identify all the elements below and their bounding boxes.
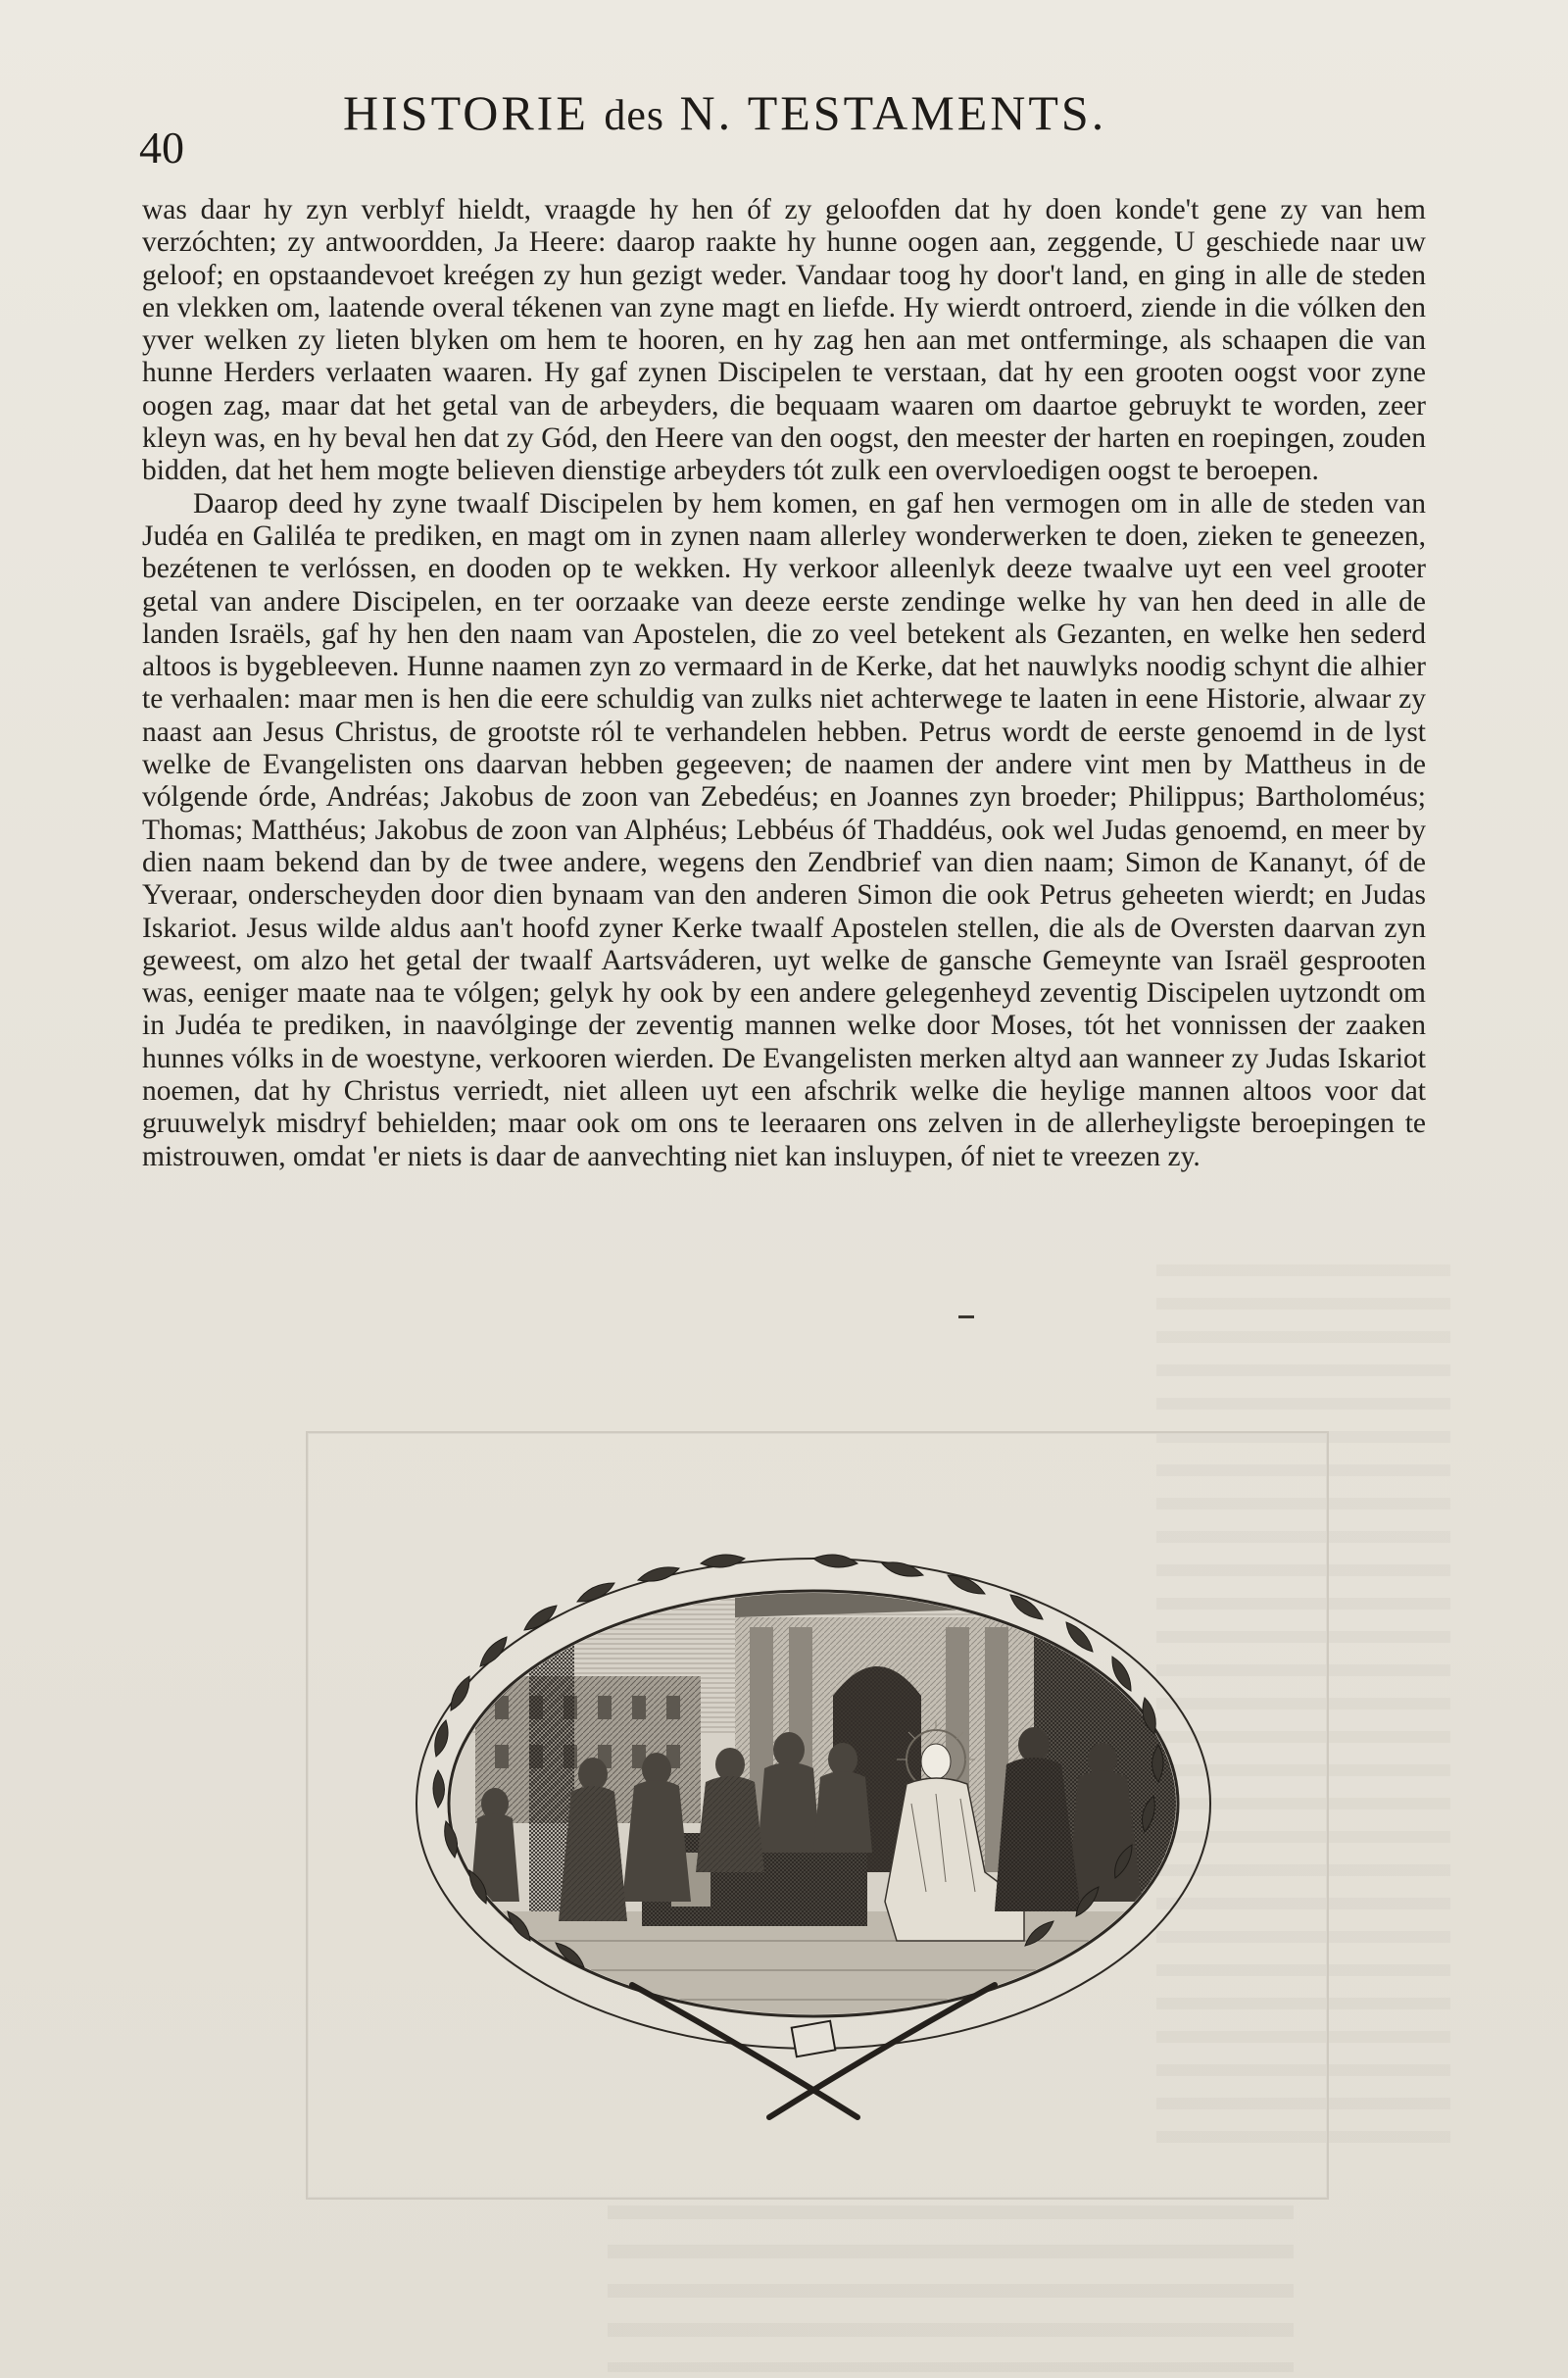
running-head — [343, 84, 1225, 141]
running-head-rest: N. TESTAMENTS. — [679, 85, 1107, 140]
engraving-icon — [348, 1480, 1279, 2147]
paragraph-2: Daarop deed hy zyne twaalf Discipelen by hem komen, en gaf hen vermogen om in alle de steden van Judéa en Galiléa te prediken, en magt om in zynen naam allerley wonderwerken te doen, zieken te geneezen, bezétenen te verlóssen, en dooden op te wekken. Hy verkoor alleenlyk deeze twaalve uyt een veel grooter getal van andere Discipelen, en ter oorzaake van deeze eerste zendinge welke hy van hen deed in alle de landen Israëls, gaf hy hen den naam van Apostelen, die zo veel betekent als Gezanten, en welke hen sederd altoos is bygebleeven. Hunne naamen zyn zo vermaard in de Kerke, dat het nauwlyks noodig schynt die alhier te verhaalen: maar men is hen die eere schuldig van zulks niet achterwege te laaten in eene Historie, alwaar zy naast aan Jesus Christus, de grootste ról te verhandelen hebben. Petrus wordt de eerste genoemd in de lyst welke de Evangelisten ons daarvan hebben gegeeven; de naamen der andere vint men by Mattheus in de vólgende órde, Andréas; Jakobus de zoon van Zebedéus; en Joannes zyn broeder; Philippus; Bartholoméus; Thomas; Matthéus; Jakobus de zoon van Alphéus; Lebbéus óf Thaddéus, ook wel Judas genoemd, en meer by dien naam bekend dan by de twee andere, wegens den Zendbrief van dien naam; Simon de Kananyt, óf de Yveraar, onderscheyden door dien bynaam van den anderen Simon die ook Petrus geheeten wierdt; en Judas Iskariot. Jesus wilde aldus aan't hoofd zyner Kerke twaalf Apostelen stellen, die als de Oversten daarvan zyn geweest, om alzo het getal der twaalf Aartsváderen, uyt welke de gansche Gemeynte van Israël gesprooten was, eeniger maate naa te vólgen; gelyk hy ook by een andere gelegenheyd zeventig Discipelen uytzondt om in Judéa te prediken, in naavólginge der zeventig mannen welke door Moses, tót het vonnissen der zaaken hunnes vólks in de woestyne, verkooren wierden. De Evangelisten merken altyd aan wanneer zy Judas Iskariot noemen, dat hy Christus verriedt, niet alleen uyt een afschrik welke die heylige mannen altoos voor dat gruuwelyk misdryf behielden; maar ook om ons te leeraaren ons zelven in de allerheyligste beroepingen te mistrouwen, omdat 'er niets is daar de aanvechting niet kan insluypen, óf niet te vreezen zy. — [142, 487, 1426, 1172]
paragraph-1: was daar hy zyn verblyf hieldt, vraagde hy hen óf zy geloofden dat hy doen konde't gene zy van hem verzóchten; zy antwoordden, Ja Heere: daarop raakte hy hunne oogen aan, zeggende, U geschiede naar uw geloof; en opstaandevoet kreégen zy hun gezigt weder. Vandaar toog hy door't land, en ging in alle de steden en vlekken om, laatende overal tékenen van zyne magt en liefde. Hy wierdt ontroerd, ziende in die vólken den yver welken zy lieten blyken om hem te hooren, en hy zag hen aan met ontferminge, als schaapen die van hunne Herders verlaaten waaren. Hy gaf zynen Discipelen te verstaan, dat hy een grooten oogst voor zyne oogen zag, maar dat het getal van de arbeyders, die bequaam waaren om daartoe gebruykt te worden, zeer kleyn was, en hy beval hen dat zy Gód, den Heere van den oogst, den meester der harten en roepingen, zouden bidden, dat het hem mogte believen dienstige arbeyders tót zulk een overvloedigen oogst te beroepen. — [142, 194, 1426, 487]
page-number: 40 — [139, 123, 184, 173]
section-dash — [958, 1315, 974, 1318]
bleed-through-text — [608, 2205, 1294, 2372]
running-head-des: des — [604, 91, 665, 139]
body-text — [142, 194, 1426, 1173]
running-head-main: HISTORIE — [343, 85, 589, 140]
